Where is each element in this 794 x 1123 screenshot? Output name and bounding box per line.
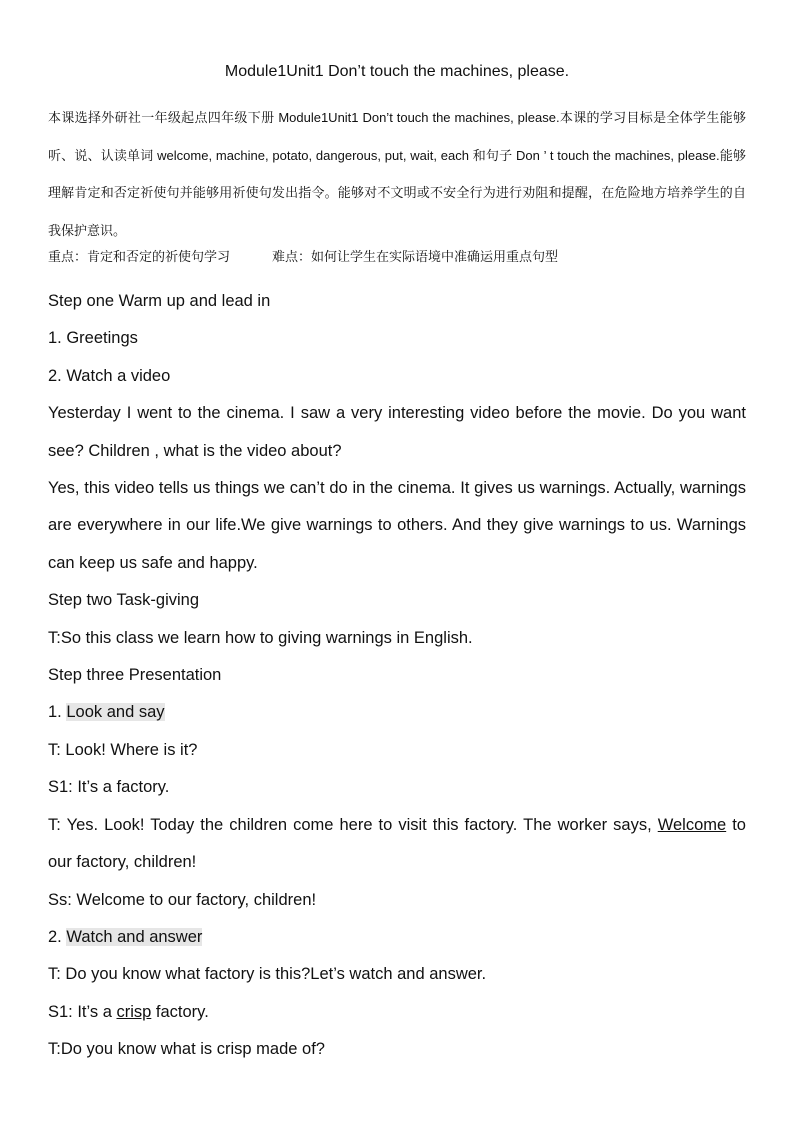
step-heading: Step two Task-giving [48, 591, 200, 610]
difficulty-point: 难点：如何让学生在实际语境中准确运用重点句型 [272, 249, 559, 264]
highlighted-text: Look and say [66, 703, 165, 722]
dialogue-line: T: Do you know what factory is this?Let’s watch and answer. [48, 965, 487, 984]
list-item: 2. Watch a video [48, 366, 171, 385]
dialogue-text: factory. [151, 1002, 209, 1021]
underlined-word: crisp [116, 1002, 152, 1021]
dialogue-line: T:Do you know what is crisp made of? [48, 1040, 325, 1059]
document-title: Module1Unit1 Don’t touch the machines, please. [224, 63, 570, 80]
dialogue-line [48, 994, 746, 1031]
dialogue-text: to our factory, children! [48, 815, 746, 872]
underlined-word: Welcome [657, 815, 727, 834]
list-number: 2. [48, 927, 67, 946]
list-item [48, 694, 746, 731]
paragraph: T:So this class we learn how to giving warnings in English. [48, 628, 473, 647]
step-heading: Step one Warm up and lead in [48, 292, 271, 310]
highlighted-text: Watch and answer [66, 927, 203, 946]
dialogue-text: T: Yes. Look! Today the children come here to visit this factory. The worker says, [48, 815, 658, 834]
dialogue-line: T: Look! Where is it? [48, 740, 198, 759]
list-item: 1. Greetings [48, 329, 138, 348]
step-heading: Step three Presentation [48, 666, 222, 685]
list-item [48, 919, 746, 956]
dialogue-text: S1: It’s a [48, 1002, 117, 1021]
document-page [48, 0, 746, 1069]
paragraph: Yes, this video tells us things we can’t do in the cinema. It gives us warnings. Actually, warnings are everywhere in our life.We give warnings to others. And they give warnings to us. Warnings can keep us safe and happy. [48, 479, 746, 572]
focus-point: 重点：肯定和否定的祈使句学习 [48, 249, 231, 264]
intro-paragraph: 本课选择外研社一年级起点四年级下册 Module1Unit1 Don’t touch the machines, please.本课的学习目标是全体学生能够听、说、认读单词 welcome, machine, potato, dangerous, put, wait, each 和句子 Don ’ t touch the machines, please.能够理解肯定和否定祈使句并能够用祈使句发出指令。能够对不文明或不安全行为进行劝阻和提醒，在危险地方培养学生的自我保护意识。 [48, 110, 746, 238]
key-points-line [48, 247, 746, 269]
paragraph: Yesterday I went to the cinema. I saw a very interesting video before the movie. Do you want see? Children , what is the video about? [48, 404, 746, 460]
lesson-body [48, 283, 746, 1069]
dialogue-line [48, 807, 746, 882]
dialogue-line: S1: It’s a factory. [48, 778, 170, 797]
dialogue-line: Ss: Welcome to our factory, children! [48, 890, 317, 909]
list-number: 1. [48, 703, 67, 722]
